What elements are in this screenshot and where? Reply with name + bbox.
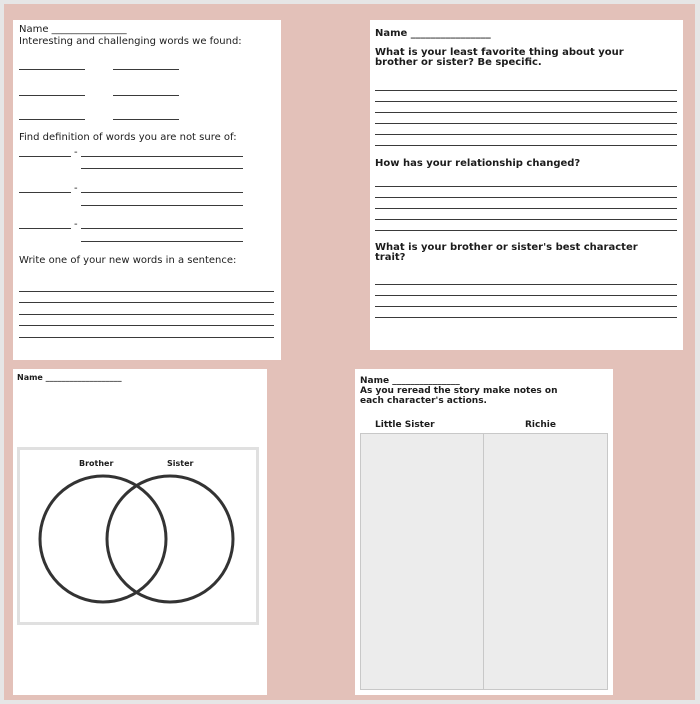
sentence-line [19, 337, 274, 338]
question-3: What is your brother or sister's best character trait? [375, 242, 638, 263]
notes-column-richie [483, 433, 608, 690]
answer-line [375, 112, 677, 113]
worksheet-board [4, 4, 695, 700]
answer-line [375, 134, 677, 135]
answer-line [375, 219, 677, 220]
sentence-line [19, 291, 274, 292]
name-label: Name _______________ [360, 376, 460, 386]
answer-line [375, 306, 677, 307]
definition-prompt: Find definition of words you are not sure of: [19, 132, 237, 143]
venn-diagram-worksheet [13, 369, 267, 695]
definition-dash: - [74, 183, 78, 194]
vocabulary-worksheet [13, 20, 281, 360]
answer-line [375, 295, 677, 296]
word-line [19, 95, 85, 96]
sibling-questions-worksheet [370, 20, 683, 350]
definition-line [81, 228, 243, 229]
word-line [113, 69, 179, 70]
definition-word-line [19, 156, 71, 157]
name-label: Name _______________ [19, 24, 127, 35]
word-line [19, 119, 85, 120]
definition-word-line [19, 192, 71, 193]
answer-line [375, 145, 677, 146]
sentence-prompt: Write one of your new words in a sentence: [19, 255, 237, 266]
definition-line [81, 205, 243, 206]
instructions: As you reread the story make notes on each character's actions. [360, 386, 558, 406]
definition-line [81, 192, 243, 193]
sentence-line [19, 314, 274, 315]
venn-label-sister: Sister [167, 459, 194, 468]
name-label: Name ________________ [375, 28, 491, 39]
venn-label-brother: Brother [79, 459, 114, 468]
word-line [113, 119, 179, 120]
question-1: What is your least favorite thing about your brother or sister? Be specific. [375, 47, 624, 68]
notes-column-little-sister [360, 433, 484, 690]
question-2: How has your relationship changed? [375, 158, 581, 169]
word-line [113, 95, 179, 96]
answer-line [375, 90, 677, 91]
definition-line [81, 168, 243, 169]
venn-diagram [13, 369, 267, 695]
words-heading: Interesting and challenging words we found: [19, 36, 242, 47]
name-label: Name ___________________ [17, 373, 122, 382]
answer-line [375, 230, 677, 231]
definition-dash: - [74, 219, 78, 230]
answer-line [375, 186, 677, 187]
answer-line [375, 284, 677, 285]
column-header-richie: Richie [525, 420, 556, 430]
venn-circle-brother [40, 476, 166, 602]
word-line [19, 69, 85, 70]
venn-circle-sister [107, 476, 233, 602]
answer-line [375, 317, 677, 318]
sentence-line [19, 325, 274, 326]
answer-line [375, 208, 677, 209]
answer-line [375, 101, 677, 102]
definition-word-line [19, 228, 71, 229]
answer-line [375, 197, 677, 198]
sentence-line [19, 302, 274, 303]
column-header-little-sister: Little Sister [375, 420, 435, 430]
answer-line [375, 123, 677, 124]
definition-line [81, 156, 243, 157]
character-notes-worksheet [355, 369, 613, 695]
definition-line [81, 241, 243, 242]
definition-dash: - [74, 147, 78, 158]
